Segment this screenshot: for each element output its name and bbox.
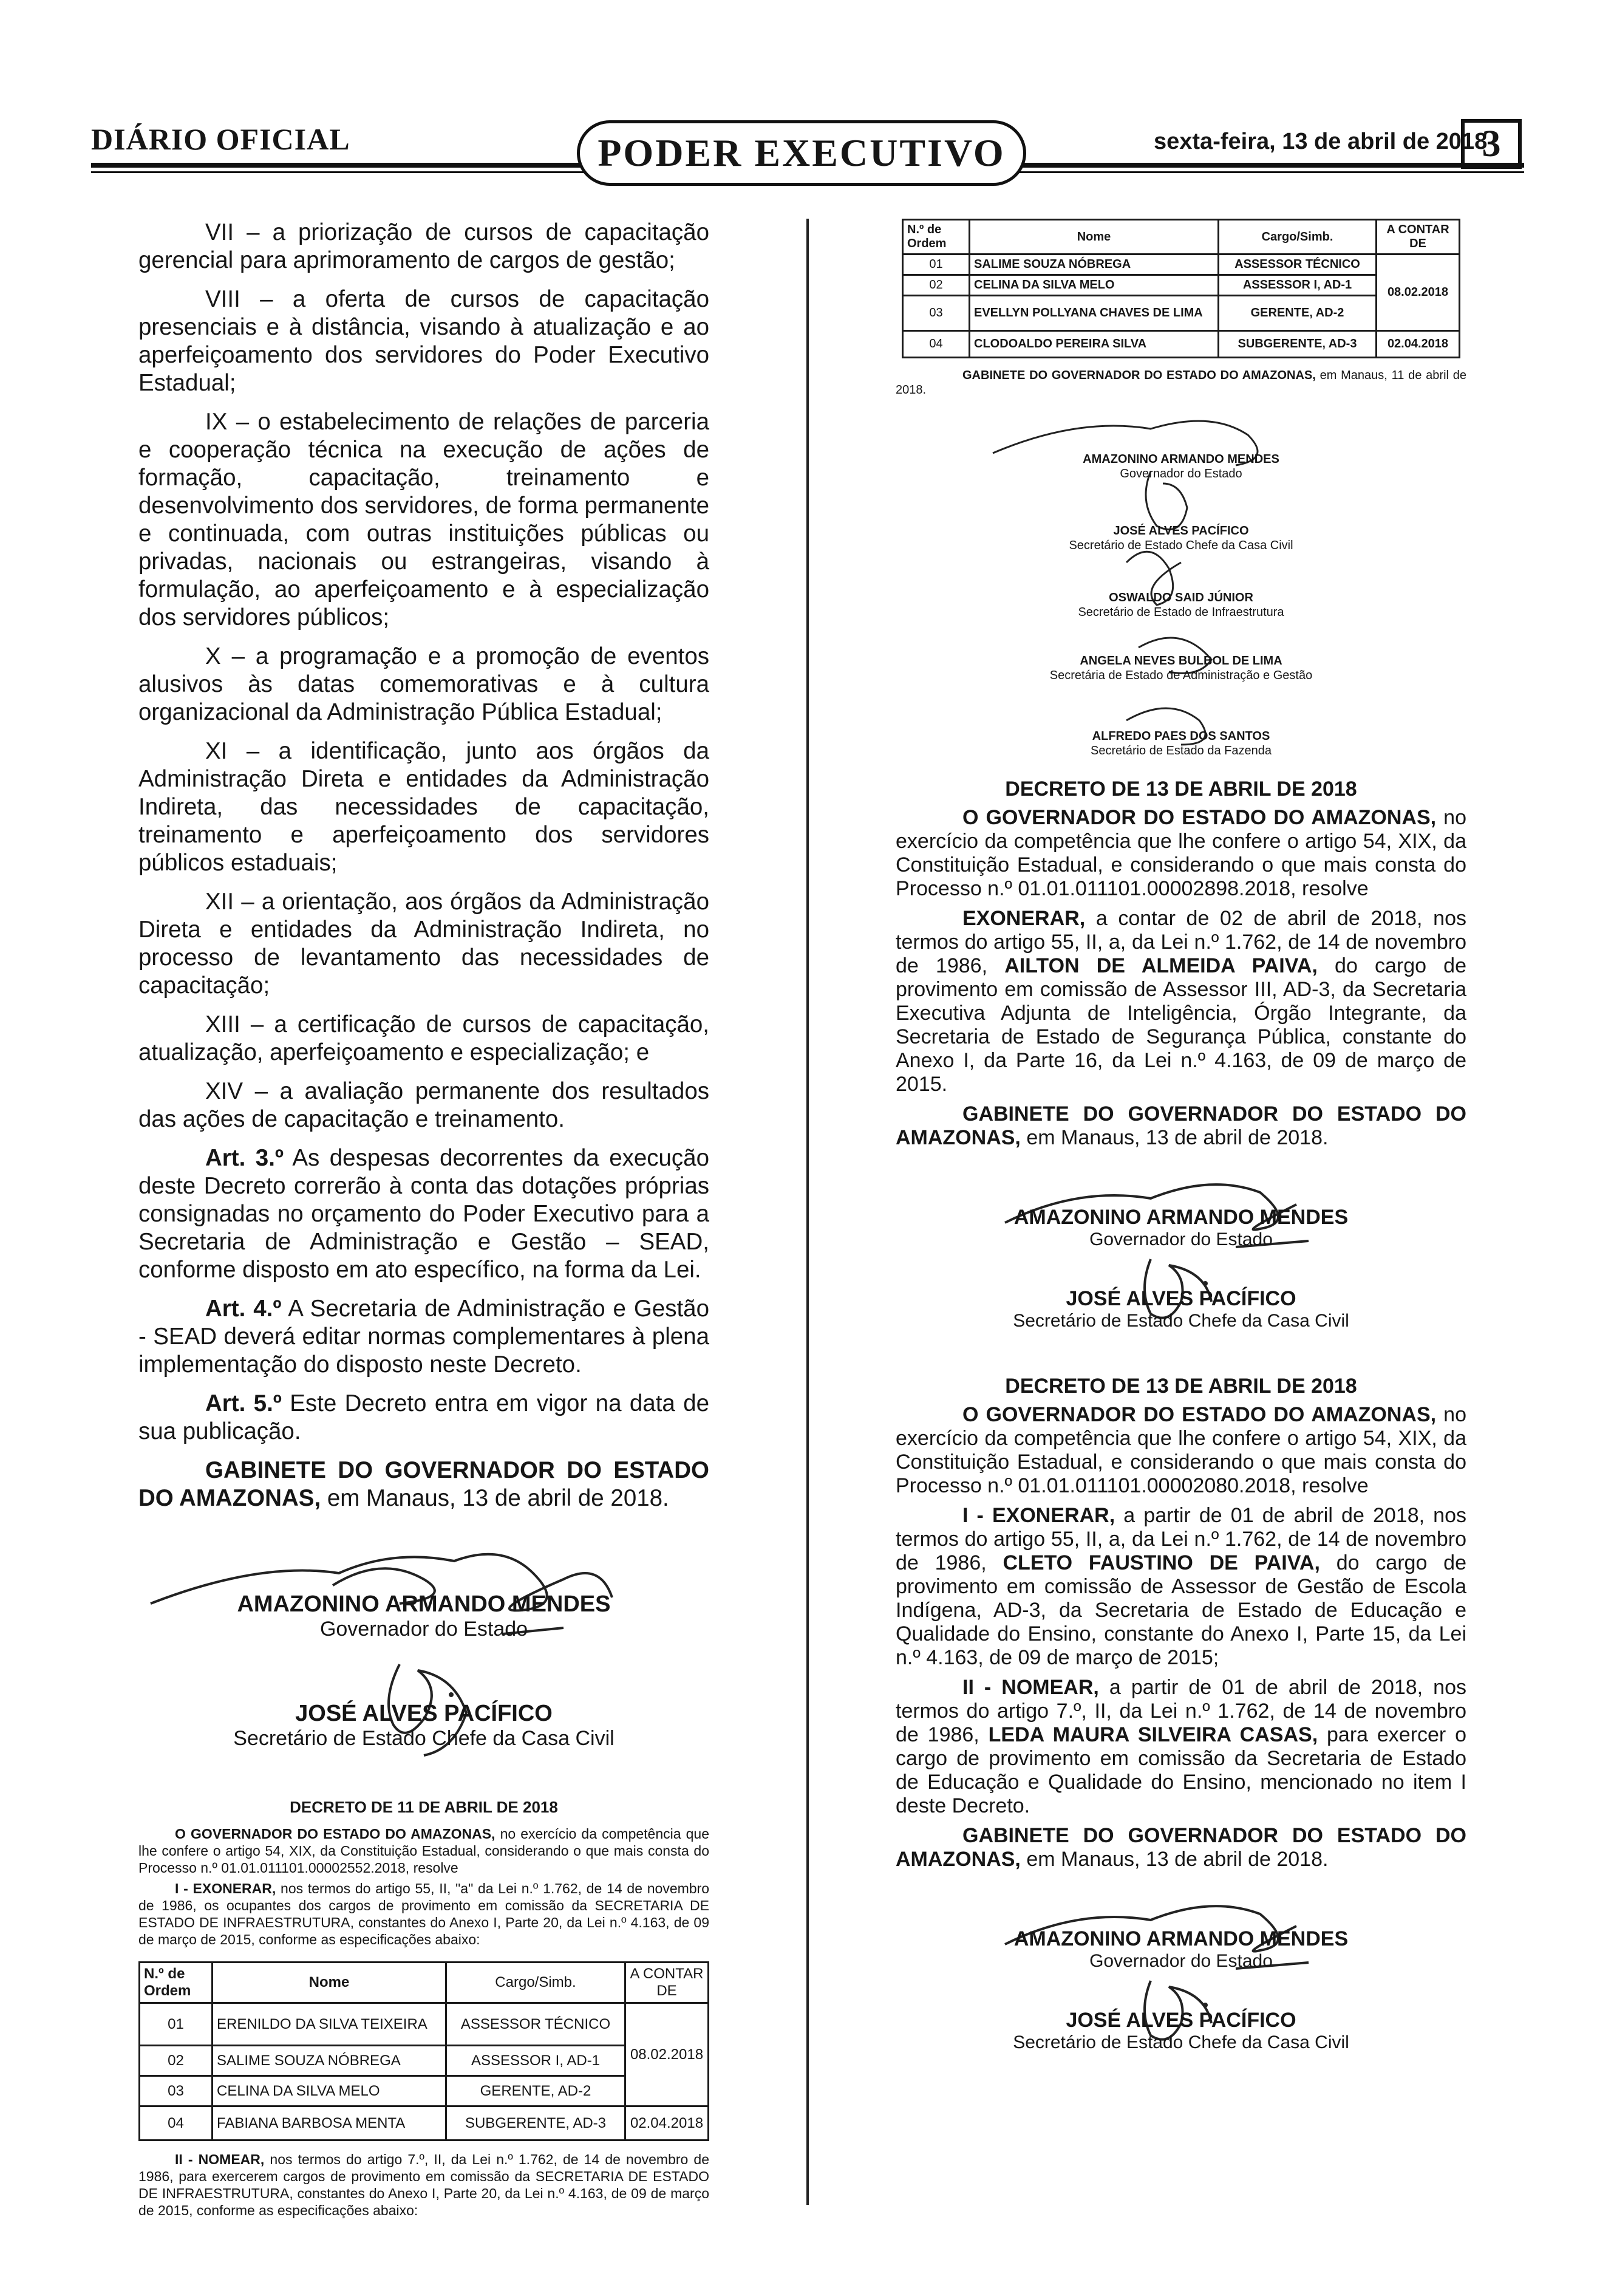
signer-title: Secretário de Estado da Fazenda xyxy=(1091,744,1272,757)
item-xi: XI – a identificação, junto aos órgãos da Administração Direta e entidades da Administração Indireta, das necessidades de capacitação, treinamento e aperfeiçoamento dos servidores públicos estaduais; xyxy=(138,738,710,876)
item-xiv: XIV – a avaliação permanente dos resultados das ações de capacitação e treinamento. xyxy=(138,1078,709,1132)
signature-block-casa-civil: JOSÉ ALVES PACÍFICO Secretário de Estado Chefe da Casa Civil xyxy=(896,1253,1466,1332)
gabinete-11-abril: GABINETE DO GOVERNADOR DO ESTADO DO AMAZONAS, em Manaus, 11 de abril de 2018. xyxy=(896,369,1467,397)
signer-name: ANGELA NEVES BULBOL DE LIMA xyxy=(1080,654,1282,668)
decreto-13-abril-2 xyxy=(896,1375,1466,2054)
page-number: 3 xyxy=(1461,119,1522,169)
left-column xyxy=(138,219,709,2223)
signer-title: Secretária de Estado de Administração e Gestão xyxy=(1049,669,1313,682)
table-row: 03 EVELLYN POLLYANA CHAVES DE LIMA GERENTE, AD-2 xyxy=(903,296,1460,331)
item-ix: IX – o estabelecimento de relações de parceria e cooperação técnica na execução de ações de formação, capacitação, treinamento e desenvolvimento dos servidores, de forma permanente e continuada, com outras instituições públicas ou privadas, nacionais ou estrangeiras, visando à formulação, ao aperfeiçoamento e à especialização dos servidores públicos; xyxy=(138,409,709,630)
signature-block-governor: AMAZONINO ARMANDO MENDES Governador do Estado xyxy=(138,1537,709,1640)
signer-title: Secretário de Estado de Infraestrutura xyxy=(1078,606,1284,619)
art-4: Art. 4.º A Secretaria de Administração e Gestão - SEAD deverá editar normas complementares à plena implementação do disposto neste Decreto. xyxy=(138,1296,709,1378)
signature-block-governor: AMAZONINO ARMANDO MENDES Governador do Estado xyxy=(896,1168,1466,1253)
art-5: Art. 5.º Este Decreto entra em vigor na data de sua publicação. xyxy=(138,1390,710,1444)
signature-block-casa-civil: JOSÉ ALVES PACÍFICO Secretário de Estado Chefe da Casa Civil xyxy=(138,1652,709,1761)
table-row: 04 FABIANA BARBOSA MENTA SUBGERENTE, AD-3 02.04.2018 xyxy=(140,2106,709,2141)
decreto-item-ii: II - NOMEAR, nos termos do artigo 7.º, II, da Lei n.º 1.762, de 14 de novembro de 1986, para exercerem cargos de provimento em comissão da SECRETARIA DE ESTADO DE INFRAESTRUTURA, constantes do Anexo I, Parte 20, da Lei n.º 4.163, de 09 de março de 2015, conforme as especificações abaixo: xyxy=(138,2151,710,2218)
decreto-intro: O GOVERNADOR DO ESTADO DO AMAZONAS, no exercício da competência que lhe confere o artigo 54, XIX, da Constituição Estadual, e considerando o que mais consta do Processo n.º 01.01.011101.00002898.2018, resolve xyxy=(896,806,1466,900)
item-vii: VII – a priorização de cursos de capacitação gerencial para aprimoramento de cargos de gestão; xyxy=(138,219,709,273)
decreto-13-abril-1 xyxy=(896,777,1466,1332)
signer-title: Governador do Estado xyxy=(1120,467,1242,480)
exoneration-table: N.º de Ordem Nome Cargo/Simb. A CONTAR DE 01 ERENILDO DA SILVA TEIXEIRA ASSESSOR TÉCNICO 08.02.2018 02 SALIME SOUZA NÓBREGA ASSESSOR I, AD-1 03 CELINA DA SILVA MELO GERENTE, AD-2 04 FABIANA BARBOSA MENTA SUBGERENTE, AD-3 02.04.2018 xyxy=(138,1961,709,2141)
decreto-11-abril xyxy=(138,1798,709,2219)
gabinete-line: GABINETE DO GOVERNADOR DO ESTADO DO AMAZONAS, em Manaus, 13 de abril de 2018. xyxy=(896,1824,1466,1871)
signer-name: AMAZONINO ARMANDO MENDES xyxy=(1083,453,1279,466)
table-row: 01 SALIME SOUZA NÓBREGA ASSESSOR TÉCNICO 08.02.2018 xyxy=(903,255,1460,275)
signer-name: JOSÉ ALVES PACÍFICO xyxy=(1113,524,1249,538)
section-title: PODER EXECUTIVO xyxy=(577,120,1026,186)
decreto-intro: O GOVERNADOR DO ESTADO DO AMAZONAS, no exercício da competência que lhe confere o artigo 54, XIX, da Constituição Estadual, considerando o que mais consta do Processo n.º 01.01.011101.00002552.2018, resolve xyxy=(138,1826,710,1876)
table-row: 03 CELINA DA SILVA MELO GERENTE, AD-2 xyxy=(140,2076,709,2106)
decreto-item-i: I - EXONERAR, a partir de 01 de abril de 2018, nos termos do artigo 55, II, a, da Lei n.º 1.762, de 14 de novembro de 1986, CLETO FAUSTINO DE PAIVA, do cargo de provimento em comissão de Assessor de Gestão de Escola Indígena, AD-3, da Secretaria de Estado de Educação e Qualidade do Ensino, constante do Anexo I, Parte 15, da Lei n.º 4.163, de 09 de março de 2015; xyxy=(896,1504,1466,1669)
signer-name: OSWALDO SAID JÚNIOR xyxy=(1109,591,1253,604)
decreto-item-i: I - EXONERAR, nos termos do artigo 55, II, "a" da Lei n.º 1.762, de 14 de novembro de 1986, os ocupantes dos cargos de provimento em comissão da SECRETARIA DE ESTADO DE INFRAESTRUTURA, constantes do Anexo I, Parte 20, da Lei n.º 4.163, de 09 de março de 2015, conforme as especificações abaixo: xyxy=(138,1881,710,1947)
signature-block-casa-civil: JOSÉ ALVES PACÍFICO Secretário de Estado Chefe da Casa Civil xyxy=(896,1975,1466,2054)
table-row: 02 SALIME SOUZA NÓBREGA ASSESSOR I, AD-1 xyxy=(140,2046,709,2076)
masthead-title: DIÁRIO OFICIAL xyxy=(91,122,350,156)
item-x: X – a programação e a promoção de eventos alusivos às datas comemorativas e à cultura organizacional da Administração Pública Estadual; xyxy=(138,643,709,725)
signer-name: ALFREDO PAES DOS SANTOS xyxy=(1092,729,1270,743)
art-3: Art. 3.º As despesas decorrentes da execução deste Decreto correrão à conta das dotações próprias consignadas no orçamento do Poder Executivo para a Secretaria de Administração e Gestão – SEAD, conforme disposto em ato específico, na forma da Lei. xyxy=(138,1145,709,1283)
signer-title: Secretário de Estado Chefe da Casa Civil xyxy=(1069,539,1293,552)
decreto-body: EXONERAR, a contar de 02 de abril de 2018, nos termos do artigo 55, II, a, da Lei n.º 1.762, de 14 de novembro de 1986, AILTON DE ALMEIDA PAIVA, do cargo de provimento em comissão de Assessor III, AD-3, da Secretaria Executiva Adjunta de Inteligência, Órgão Integrante, da Secretaria de Estado de Segurança Pública, constante do Anexo I, da Parte 16, da Lei n.º 4.163, de 09 de março de 2015. xyxy=(896,907,1466,1096)
item-xiii: XIII – a certificação de cursos de capacitação, atualização, aperfeiçoamento e especialização; e xyxy=(138,1011,710,1065)
table-row: 01 ERENILDO DA SILVA TEIXEIRA ASSESSOR TÉCNICO 08.02.2018 xyxy=(140,2003,709,2046)
table-row: 04 CLODOALDO PEREIRA SILVA SUBGERENTE, AD-3 02.04.2018 xyxy=(903,331,1460,358)
nomination-table: N.º de Ordem Nome Cargo/Simb. A CONTAR DE 01 SALIME SOUZA NÓBREGA ASSESSOR TÉCNICO 08.02.2018 02 CELINA DA SILVA MELO ASSESSOR I, AD-1 03 EVELLYN POLLYANA CHAVES DE LIMA GERENTE, AD-2 04 CLODOALDO PEREIRA SILVA SUBGERENTE, AD-3 02.04.2018 xyxy=(902,219,1460,358)
decreto-title: DECRETO DE 11 DE ABRIL DE 2018 xyxy=(290,1798,558,1816)
decreto-item-ii: II - NOMEAR, a partir de 01 de abril de 2018, nos termos do artigo 7.º, II, da Lei n.º 1.762, de 14 de novembro de 1986, LEDA MAURA SILVEIRA CASAS, para exercer o cargo de provimento em comissão da Secretaria de Estado de Educação e Qualidade do Ensino, mencionado no item I deste Decreto. xyxy=(896,1676,1467,1817)
gabinete-line: GABINETE DO GOVERNADOR DO ESTADO DO AMAZONAS, em Manaus, 13 de abril de 2018. xyxy=(138,1457,709,1511)
issue-date: sexta-feira, 13 de abril de 2018 xyxy=(1154,129,1488,154)
cosigners-block xyxy=(896,405,1466,763)
gabinete-line: GABINETE DO GOVERNADOR DO ESTADO DO AMAZONAS, em Manaus, 13 de abril de 2018. xyxy=(896,1102,1466,1149)
signature-block-governor: AMAZONINO ARMANDO MENDES Governador do Estado xyxy=(896,1890,1466,1975)
table-row: 02 CELINA DA SILVA MELO ASSESSOR I, AD-1 xyxy=(903,275,1460,296)
item-xii: XII – a orientação, aos órgãos da Administração Direta e entidades da Administração Indireta, no processo de levantamento das necessidades de capacitação; xyxy=(138,889,709,999)
decreto-title: DECRETO DE 13 DE ABRIL DE 2018 xyxy=(1005,777,1357,801)
decreto-title: DECRETO DE 13 DE ABRIL DE 2018 xyxy=(1005,1375,1357,1398)
right-column xyxy=(896,219,1466,2054)
decreto-intro: O GOVERNADOR DO ESTADO DO AMAZONAS, no exercício da competência que lhe confere o artigo 54, XIX, da Constituição Estadual, e considerando o que mais consta do Processo n.º 01.01.011101.00002080.2018, resolve xyxy=(896,1403,1466,1497)
column-divider xyxy=(806,219,809,2205)
item-viii: VIII – a oferta de cursos de capacitação presenciais e à distância, visando à atualização e ao aperfeiçoamento dos servidores do Poder Executivo Estadual; xyxy=(138,286,710,396)
